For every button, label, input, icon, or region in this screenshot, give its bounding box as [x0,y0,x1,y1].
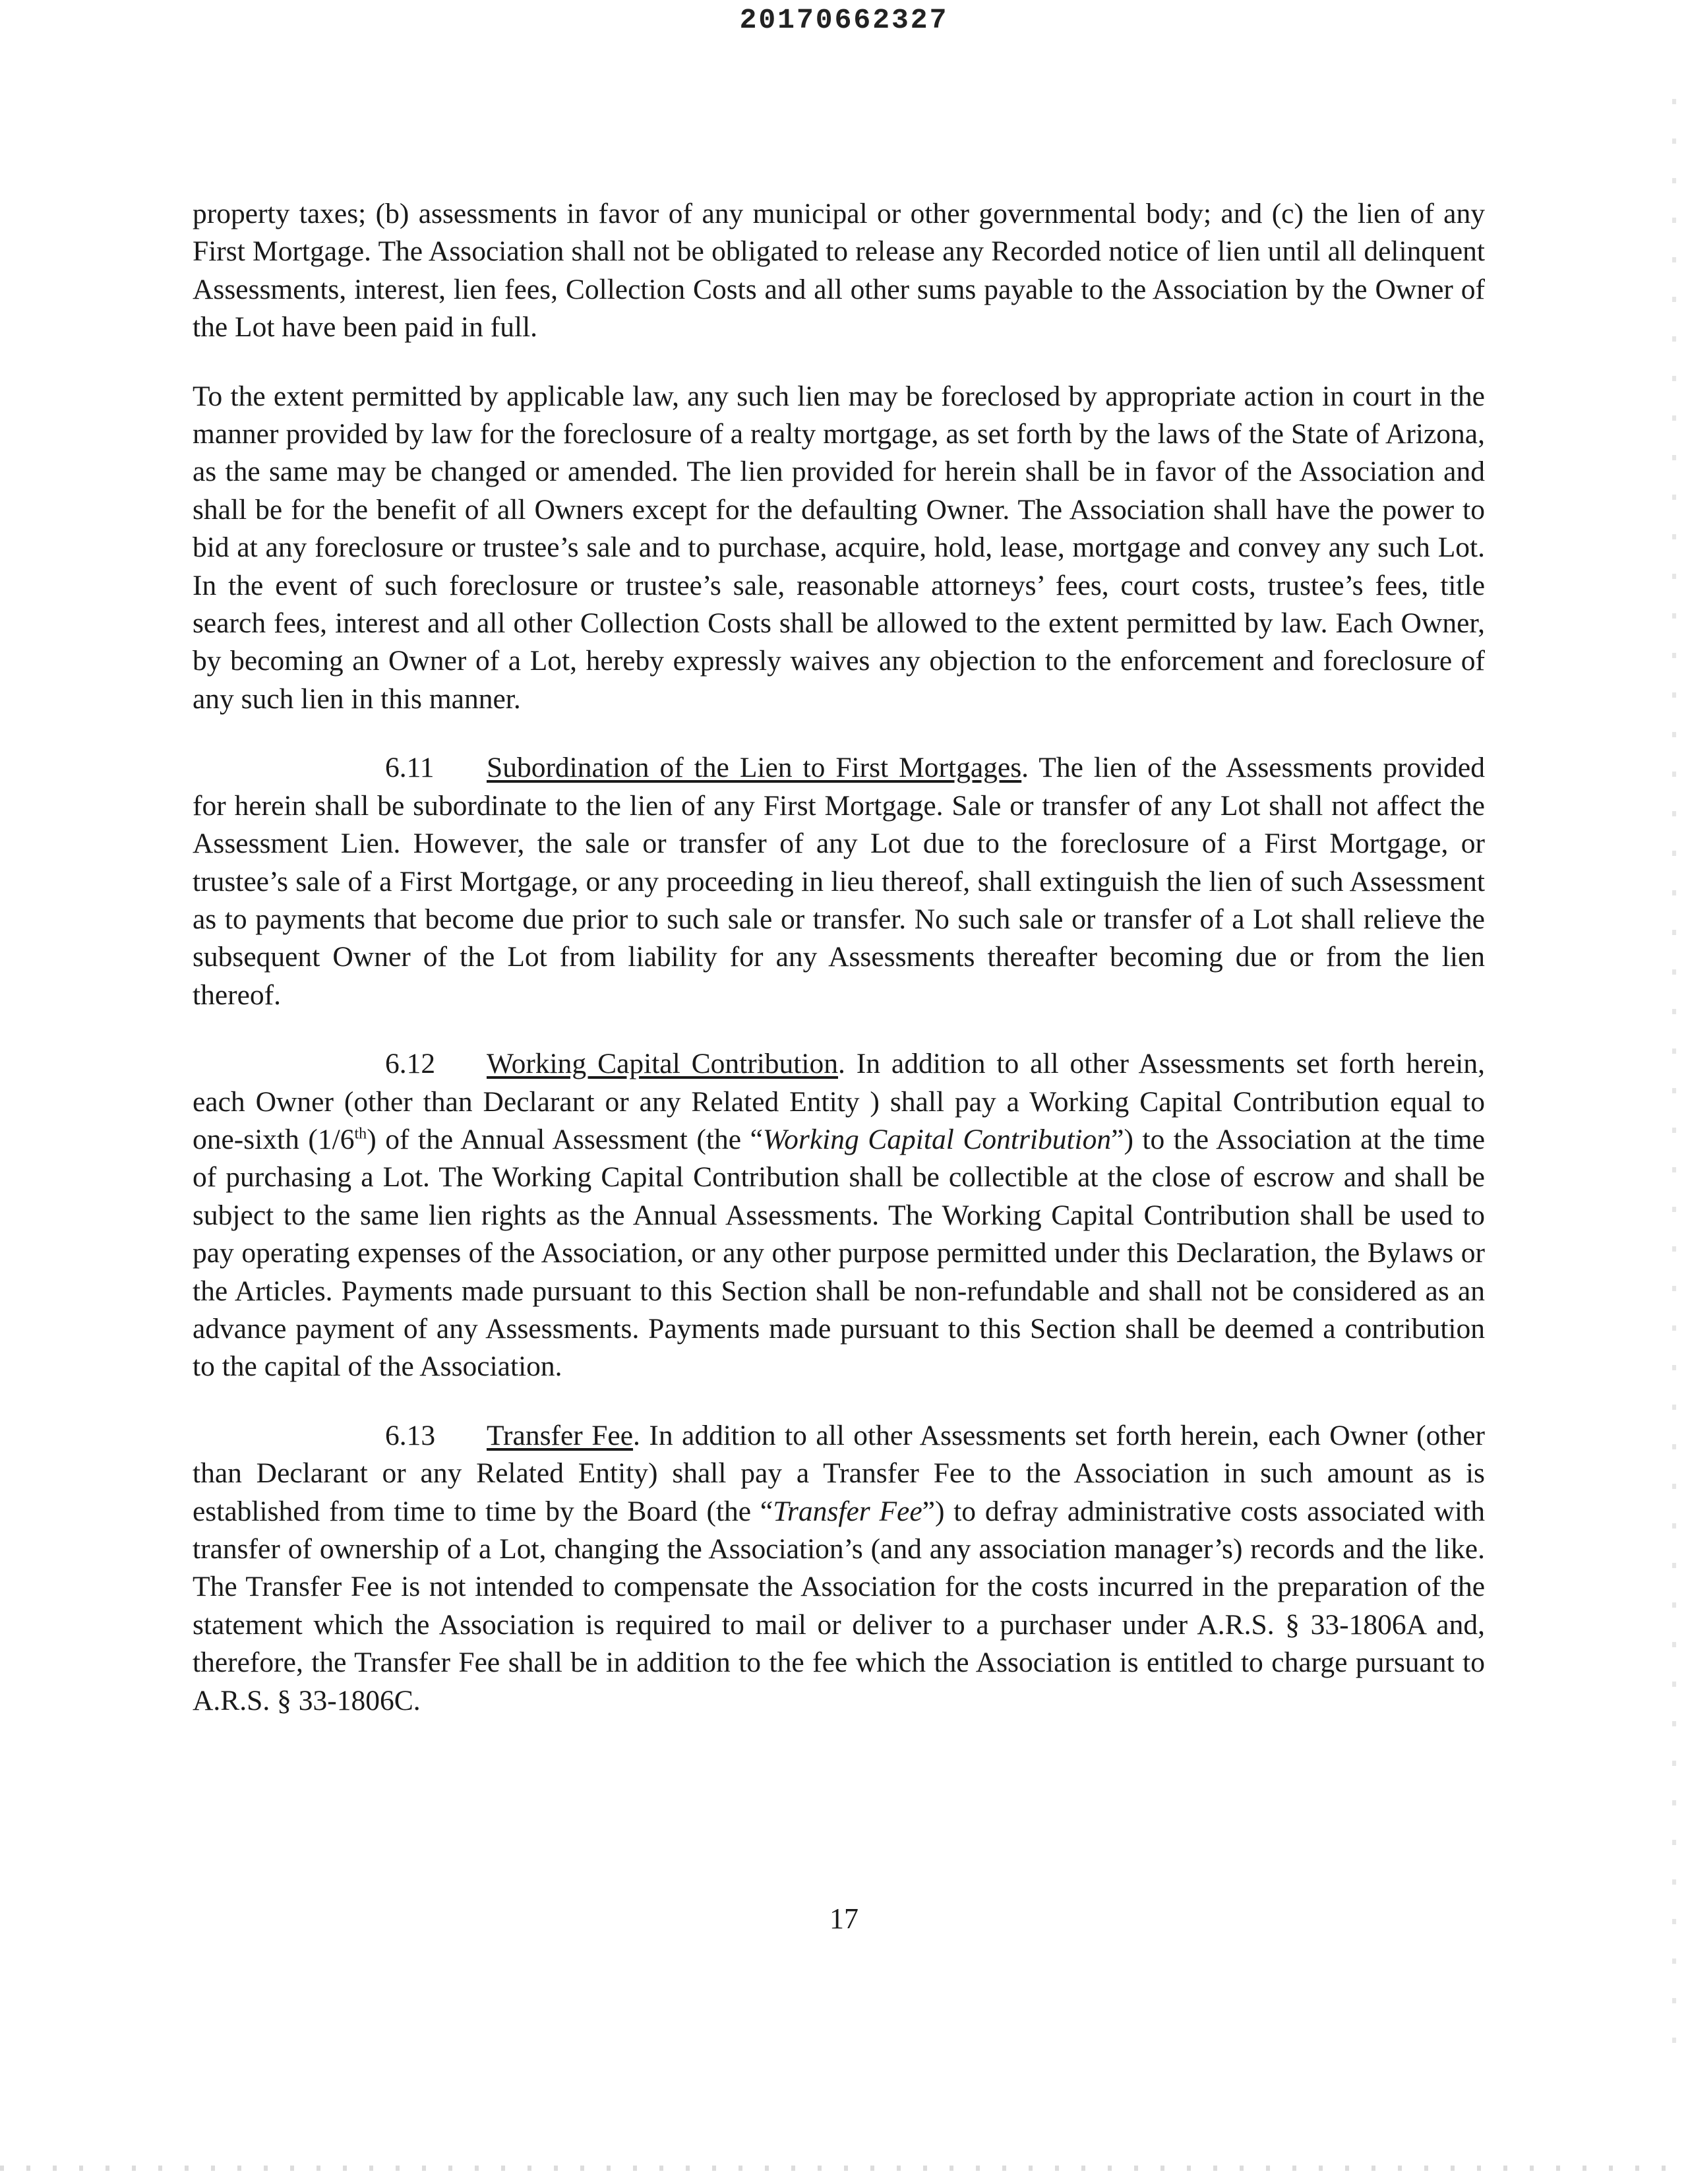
section-body-part-c: ”) to the Association at the time of purchasing a Lot. The Working Capital Contribution shall be collectible at the close of escrow and shall be subject to the same lien rights as the Annual Assessments. The Working Capital Contribution shall be used to pay operating expenses of the Association, or any other purpose permitted under this Declaration, the Bylaws or the Articles. Payments made pursuant to this Section shall be non-refundable and shall not be considered as an advance payment of any Assessments. Payments made pursuant to this Section shall be deemed a contribution to the capital of the Association. [193,1123,1486,1383]
section-heading: Transfer Fee [487,1419,634,1451]
section-number: 6.12 [385,1048,436,1080]
section-heading: Working Capital Contribution [487,1048,838,1080]
document-body [193,195,1485,1751]
paragraph-foreclosure: To the extent permitted by applicable law, any such lien may be foreclosed by appropriate action in court in the manner provided by law for the foreclosure of a realty mortgage, as set forth by the laws of the State of Arizona, as the same may be changed or amended. The lien provided for herein shall be in favor of the Association and shall be for the benefit of all Owners except for the defaulting Owner. The Association shall have the power to bid at any foreclosure or trustee’s sale and to purchase, acquire, hold, lease, mortgage and convey any such Lot. In the event of such foreclosure or trustee’s sale, reasonable attorneys’ fees, court costs, trustee’s fees, title search fees, interest and all other Collection Costs shall be allowed to the extent permitted by law. Each Owner, by becoming an Owner of a Lot, hereby expressly waives any objection to the enforcement and foreclosure of any such lien in this manner. [193,380,1485,715]
section-body-part-a: . In addition to all other Assessments set forth herein, each Owner (other than Declarant or any Related Entity) shall pay a Transfer Fee to the Association in such amount as is established from time to time by the Board (the “ [193,1419,1485,1527]
section-body-part-b: ) of the Annual Assessment (the “ [367,1123,763,1155]
document-number: 20170662327 [739,4,949,36]
page-number: 17 [829,1902,859,1935]
scan-artifact-edge [1672,99,1676,2077]
paragraph-lien-priority: property taxes; (b) assessments in favor of any municipal or other governmental body; and (c) the lien of any First Mortgage. The Association shall not be obligated to release any Recorded notice of lien until all delinquent Assessments, interest, lien fees, Collection Costs and all other sums payable to the Association by the Owner of the Lot have been paid in full. [193,198,1485,344]
section-6-12 [193,1045,1485,1386]
section-body-part-a: . In addition to all other Assessments set forth herein, each Owner (other than Declarant or any Related Entity ) shall pay a Working Capital Contribution equal to one-sixth (1/6 [193,1048,1485,1155]
section-number: 6.11 [385,752,435,784]
section-6-13 [193,1417,1485,1720]
defined-term: Working Capital Contribution [762,1123,1112,1155]
scan-artifact-bottom [0,2166,1688,2171]
section-6-11 [193,749,1485,1014]
defined-term: Transfer Fee [773,1495,922,1527]
section-body: . The lien of the Assessments provided for herein shall be subordinate to the lien of any First Mortgage. Sale or transfer of any Lot shall not affect the Assessment Lien. However, the sale or transfer of any Lot due to the foreclosure of a First Mortgage, or trustee’s sale of a First Mortgage, or any proceeding in lieu thereof, shall extinguish the lien of such Assessment as to payments that become due prior to such sale or transfer. No such sale or transfer of a Lot shall relieve the subsequent Owner of the Lot from liability for any Assessments thereafter becoming due or from the lien thereof. [193,752,1485,1011]
section-heading: Subordination of the Lien to First Mortgages [487,752,1022,784]
section-body-part-b: ”) to defray administrative costs associated with transfer of ownership of a Lot, changing the Association’s (and any association manager’s) records and the like. The Transfer Fee is not intended to compensate the Association for the costs incurred in the preparation of the statement which the Association is required to mail or deliver to a purchaser under A.R.S. § 33-1806A and, therefore, the Transfer Fee shall be in addition to the fee which the Association is entitled to charge pursuant to A.R.S. § 33-1806C. [193,1495,1485,1716]
superscript: th [354,1125,367,1143]
section-number: 6.13 [385,1419,436,1451]
